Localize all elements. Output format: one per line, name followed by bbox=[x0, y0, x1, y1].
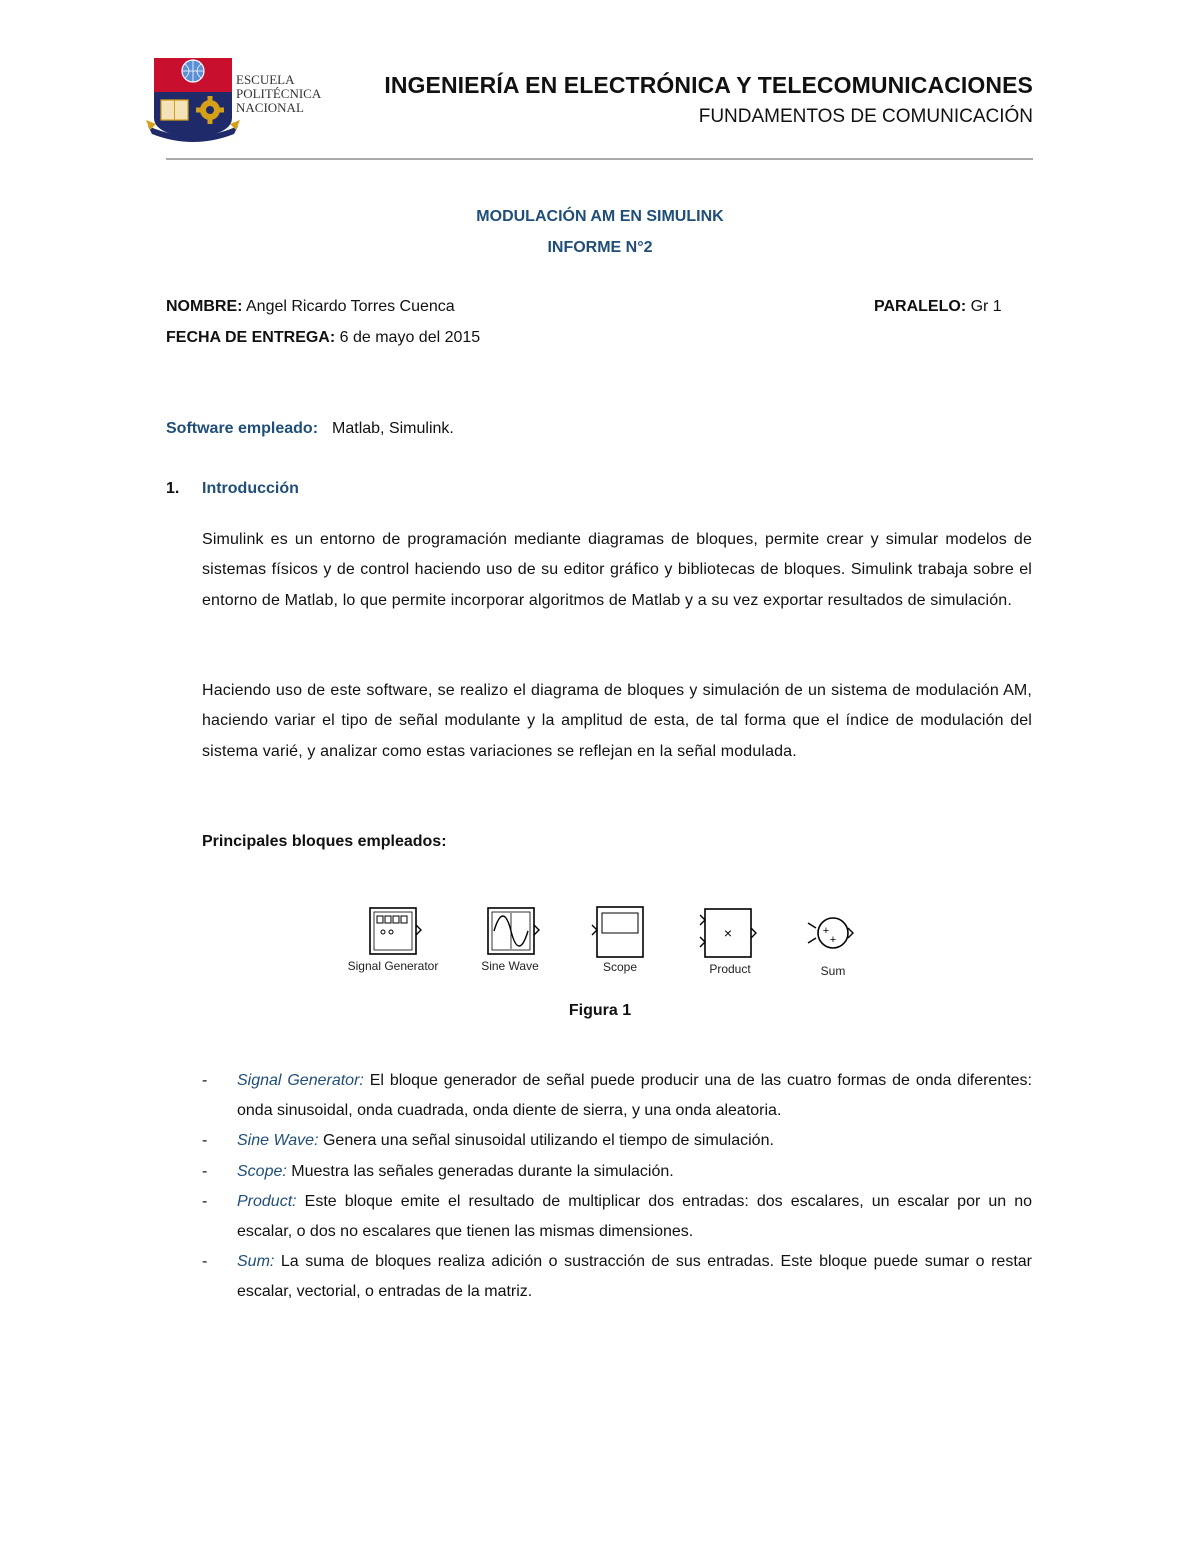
name-value: Angel Ricardo Torres Cuenca bbox=[242, 298, 455, 315]
blocks-heading: Principales bloques empleados: bbox=[202, 833, 447, 850]
bullet-text: La suma de bloques realiza adición o sustracción de sus entradas. Este bloque puede sumar o restar escalar, vectorial, o entradas de la matriz. bbox=[237, 1253, 1032, 1301]
figure-caption: Figura 1 bbox=[568, 1002, 632, 1019]
name-label: NOMBRE: bbox=[166, 298, 243, 315]
sum-label: Sum bbox=[820, 964, 846, 978]
product-label: Product bbox=[709, 962, 751, 976]
report-number: INFORME N°2 bbox=[547, 239, 653, 256]
fecha-value: 6 de mayo del 2015 bbox=[335, 329, 481, 346]
intro-paragraph-1: Simulink es un entorno de programación mediante diagramas de bloques, permite crear y simular modelos de sistemas físicos y de control haciendo uso de su editor gráfico y bibliotecas de bloques. Simulink trabaja sobre el entorno de Matlab, lo que permite incorporar algoritmos de Matlab y a su vez exportar resultados de simulación. bbox=[202, 531, 1032, 609]
logo-text-nacional: NACIONAL bbox=[236, 100, 304, 115]
fecha-label: FECHA DE ENTREGA: bbox=[166, 329, 336, 346]
list-item bbox=[202, 1126, 1032, 1156]
header-subtitle: FUNDAMENTOS DE COMUNICACIÓN bbox=[698, 106, 1033, 127]
paralelo-value: Gr 1 bbox=[966, 298, 1002, 315]
product-block bbox=[700, 909, 756, 957]
header-divider bbox=[166, 158, 1033, 160]
bullet-dash: - bbox=[202, 1162, 208, 1180]
scope-block bbox=[592, 907, 643, 957]
report-title: MODULACIÓN AM EN SIMULINK bbox=[476, 208, 724, 225]
logo-text-politecnica: POLITÉCNICA bbox=[236, 86, 322, 101]
svg-text:+: + bbox=[829, 934, 837, 946]
logo-text-escuela: ESCUELA bbox=[236, 72, 295, 87]
escuela-politecnica-nacional-logo bbox=[146, 54, 326, 146]
svg-text:+: + bbox=[822, 925, 830, 937]
bullet-term: Sine Wave: bbox=[237, 1132, 319, 1150]
bullet-term: Product: bbox=[237, 1192, 297, 1210]
intro-paragraph-2: Haciendo uso de este software, se realizo el diagrama de bloques y simulación de un sistema de modulación AM, haciendo variar el tipo de señal modulante y la amplitud de esta, de tal forma que el índice de modulación del sistema varié, y analizar como estas variaciones se reflejan en la señal modulada. bbox=[202, 682, 1032, 760]
list-item bbox=[202, 1187, 1032, 1247]
bullet-dash: - bbox=[202, 1192, 208, 1210]
bullet-text: El bloque generador de señal puede producir una de las cuatro formas de onda diferentes: onda sinusoidal, onda cuadrada, onda diente de sierra, y una onda aleatoria. bbox=[237, 1072, 1033, 1120]
sine-wave-label: Sine Wave bbox=[481, 959, 539, 973]
sum-block bbox=[808, 918, 853, 948]
bullet-dash: - bbox=[202, 1072, 208, 1089]
simulink-blocks-figure bbox=[330, 895, 870, 985]
software-label: Software empleado: bbox=[166, 420, 319, 437]
section-number: 1. bbox=[166, 480, 180, 497]
bullet-term: Sum: bbox=[237, 1253, 275, 1271]
list-item bbox=[202, 1157, 1032, 1187]
sine-wave-block bbox=[488, 908, 539, 954]
software-value: Matlab, Simulink. bbox=[332, 420, 454, 437]
signal-generator-block bbox=[370, 908, 421, 954]
bullet-dash: - bbox=[202, 1132, 208, 1150]
software-used bbox=[166, 420, 454, 438]
bullet-term: Signal Generator: bbox=[237, 1072, 364, 1089]
scope-label: Scope bbox=[602, 960, 638, 974]
paralelo-label: PARALELO: bbox=[874, 298, 967, 315]
bullet-dash: - bbox=[202, 1253, 208, 1271]
paralelo bbox=[874, 298, 1002, 316]
list-item bbox=[202, 1066, 1032, 1126]
svg-text:×: × bbox=[723, 925, 733, 941]
student-name bbox=[166, 298, 455, 316]
section-title: Introducción bbox=[202, 480, 299, 497]
delivery-date bbox=[166, 329, 480, 347]
signal-generator-label: Signal Generator bbox=[347, 959, 439, 973]
header-title: INGENIERÍA EN ELECTRÓNICA Y TELECOMUNICACIONES bbox=[384, 72, 1033, 98]
bullet-term: Scope: bbox=[237, 1162, 287, 1180]
bullet-text: Genera una señal sinusoidal utilizando el tiempo de simulación. bbox=[318, 1132, 774, 1150]
blocks-description-list bbox=[202, 1066, 1032, 1308]
bullet-text: Muestra las señales generadas durante la simulación. bbox=[286, 1162, 674, 1180]
bullet-text: Este bloque emite el resultado de multiplicar dos entradas: dos escalares, un escalar por un no escalar, o dos no escalares que tienen las mismas dimensiones. bbox=[237, 1192, 1032, 1241]
list-item bbox=[202, 1247, 1032, 1307]
